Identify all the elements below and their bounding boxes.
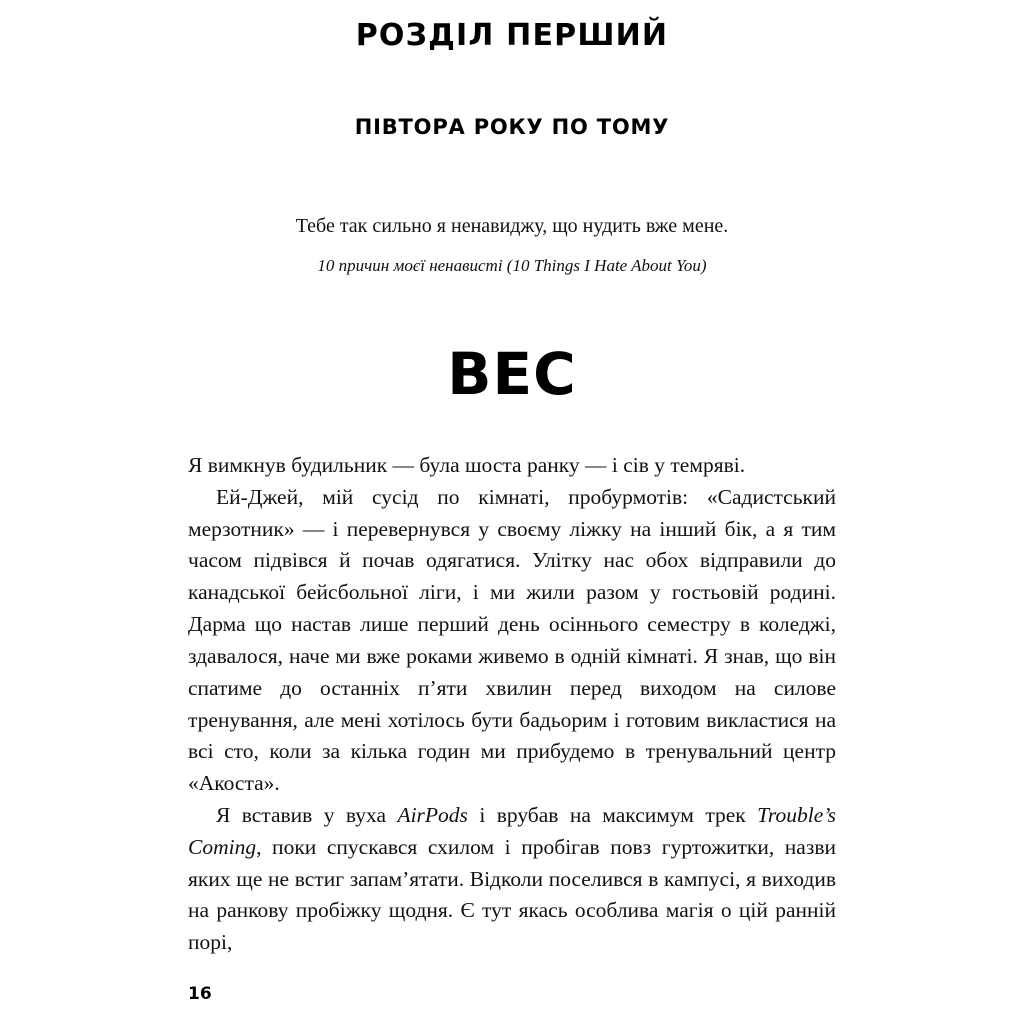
narrator-heading: ВЕС — [447, 340, 577, 408]
paragraph-3-seg-4: Trouble’s Coming — [188, 802, 836, 859]
paragraph-2: Ей-Джей, мій сусід по кімнаті, пробурмотів: «Садистський мерзотник» — і перевернувся у своєму ліжку на інший бік, а я тим часом підвівся й почав одягатися. Улітку нас обох відправили до канадської бейсбольної ліги, і ми жили разом у гостьовій родині. Дарма що настав лише перший день осіннього семестру в коледжі, здавалося, наче ми вже роками живемо в одній кімнаті. Я знав, що він спатиме до останніх п’яти хвилин перед виходом на силове тренування, але мені хотілось бути бадьорим і готовим викластися на всі сто, коли за кілька годин ми прибудемо в тренувальний центр «Акоста». — [188, 484, 836, 796]
epigraph-source-en: (10 Things I Hate About You) — [506, 256, 707, 275]
paragraph-3 — [188, 800, 836, 959]
body-text — [188, 450, 836, 959]
epigraph-quote: Тебе так сильно я ненавиджу, що нудить вже мене. — [295, 215, 729, 237]
paragraph-1 — [188, 450, 836, 482]
epigraph-source-ua: 10 причин моєї ненависті — [317, 256, 503, 275]
epigraph-source — [188, 256, 836, 276]
paragraph-3-seg-2: AirPods — [397, 802, 468, 827]
page-number: 16 — [188, 984, 212, 1004]
paragraph-3-seg-5: , поки спускався схилом і пробігав повз гуртожитки, назви яких ще не встиг запам’ятати. Відколи поселився в кампусі, я виходив на ранкову пробіжку щодня. Є тут якась особлива магія о цій ранній порі, — [188, 834, 836, 955]
chapter-subtitle: ПІВТОРА РОКУ ПО ТОМУ — [354, 115, 670, 139]
paragraph-lead-word: Я — [188, 453, 203, 477]
paragraph-3-seg-3: і врубав на максимум трек — [467, 802, 758, 827]
page-content — [188, 0, 836, 959]
paragraph-1-text: вимкнув будильник — була шоста ранку — і сів у темряві. — [202, 453, 746, 477]
chapter-label: РОЗДІЛ ПЕРШИЙ — [355, 18, 669, 53]
paragraph-3-seg-1: Я вставив у вуха — [216, 802, 398, 827]
